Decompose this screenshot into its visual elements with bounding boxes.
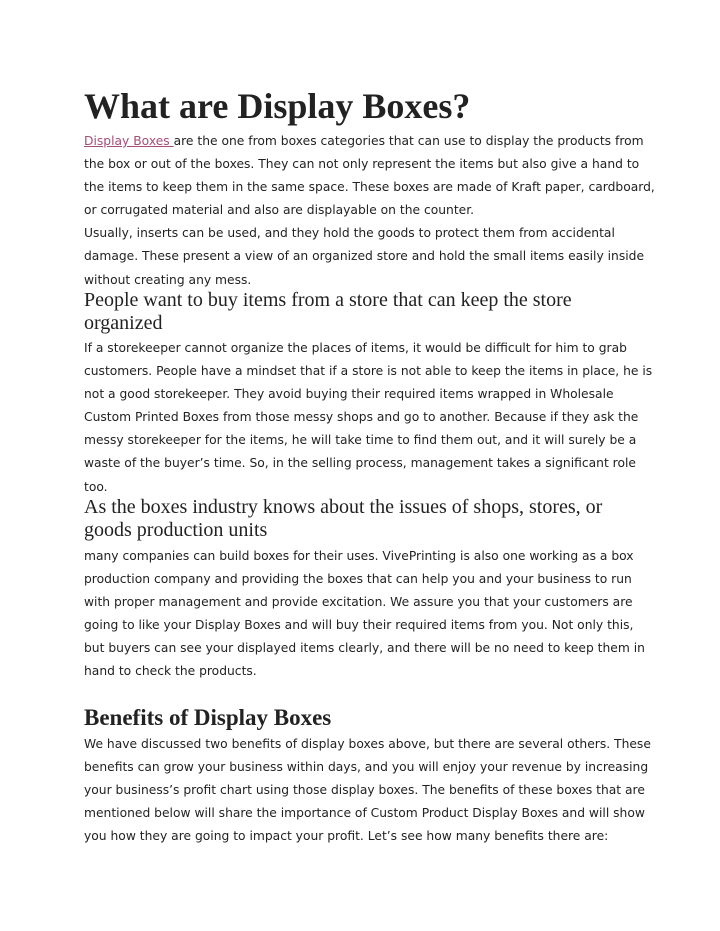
paragraph-line: many companies can build boxes for their uses. VivePrinting is also one working as a box <box>84 549 634 563</box>
intro-line: the box or out of the boxes. They can not only represent the items but also give a hand to <box>84 157 640 172</box>
intro-line: without creating any mess. <box>84 272 252 287</box>
paragraph-line: you how they are going to impact your profit. Let’s see how many benefits there are: <box>84 829 609 844</box>
paragraph-line: not a good storekeeper. They avoid buying their required items wrapped in Wholesale <box>84 387 614 402</box>
paragraph-line: We have discussed two benefits of display boxes above, but there are several others. These <box>84 737 651 751</box>
paragraph-line: hand to check the products. <box>84 664 257 679</box>
intro-line: damage. These present a view of an organized store and hold the small items easily inside <box>84 249 645 264</box>
heading-line: organized <box>84 312 163 334</box>
section-heading-benefits: Benefits of Display Boxes <box>84 705 332 730</box>
paragraph-line: going to like your Display Boxes and will buy their required items from you. Not only this, <box>84 618 634 633</box>
section-heading-organized <box>84 289 636 335</box>
paragraph-line: too. <box>84 479 108 494</box>
paragraph-line: messy storekeeper for the items, he will take time to find them out, and it will surely be a <box>84 433 637 448</box>
heading-line: People want to buy items from a store that can keep the store <box>84 289 572 311</box>
paragraph-line: customers. People have a mindset that if a store is not able to keep the items in place, he is <box>84 364 653 379</box>
paragraph-line: If a storekeeper cannot organize the places of items, it would be difficult for him to grab <box>84 341 627 355</box>
intro-line: the items to keep them in the same space. These boxes are made of Kraft paper, cardboard, <box>84 180 655 195</box>
section-paragraph-benefits <box>84 733 651 848</box>
paragraph-line: your business’s profit chart using those display boxes. The benefits of these boxes that are <box>84 783 645 798</box>
page-title: What are Display Boxes? <box>84 86 471 126</box>
paragraph-line: production company and providing the boxes that can help you and your business to run <box>84 572 632 587</box>
intro-line <box>84 130 644 153</box>
section-paragraph-organized <box>84 337 653 499</box>
paragraph-line: waste of the buyer’s time. So, in the selling process, management takes a significant role <box>84 456 636 471</box>
intro-paragraph <box>84 130 655 292</box>
display-boxes-link[interactable]: Display Boxes <box>84 134 174 148</box>
section-heading-industry <box>84 496 636 542</box>
section-paragraph-industry <box>84 545 645 684</box>
paragraph-line: mentioned below will share the importance of Custom Product Display Boxes and will show <box>84 806 645 821</box>
paragraph-line: but buyers can see your displayed items clearly, and there will be no need to keep them in <box>84 641 645 656</box>
intro-line: or corrugated material and also are displayable on the counter. <box>84 203 475 218</box>
paragraph-line: Custom Printed Boxes from those messy shops and go to another. Because if they ask the <box>84 410 639 425</box>
heading-line: As the boxes industry knows about the issues of shops, stores, or <box>84 496 603 518</box>
heading-line: goods production units <box>84 519 268 541</box>
intro-line: Usually, inserts can be used, and they hold the goods to protect them from accidental <box>84 226 615 241</box>
paragraph-line: with proper management and provide excitation. We assure you that your customers are <box>84 595 633 610</box>
intro-line-text: are the one from boxes categories that can use to display the products from <box>173 134 644 148</box>
paragraph-line: benefits can grow your business within days, and you will enjoy your revenue by increasing <box>84 760 649 775</box>
